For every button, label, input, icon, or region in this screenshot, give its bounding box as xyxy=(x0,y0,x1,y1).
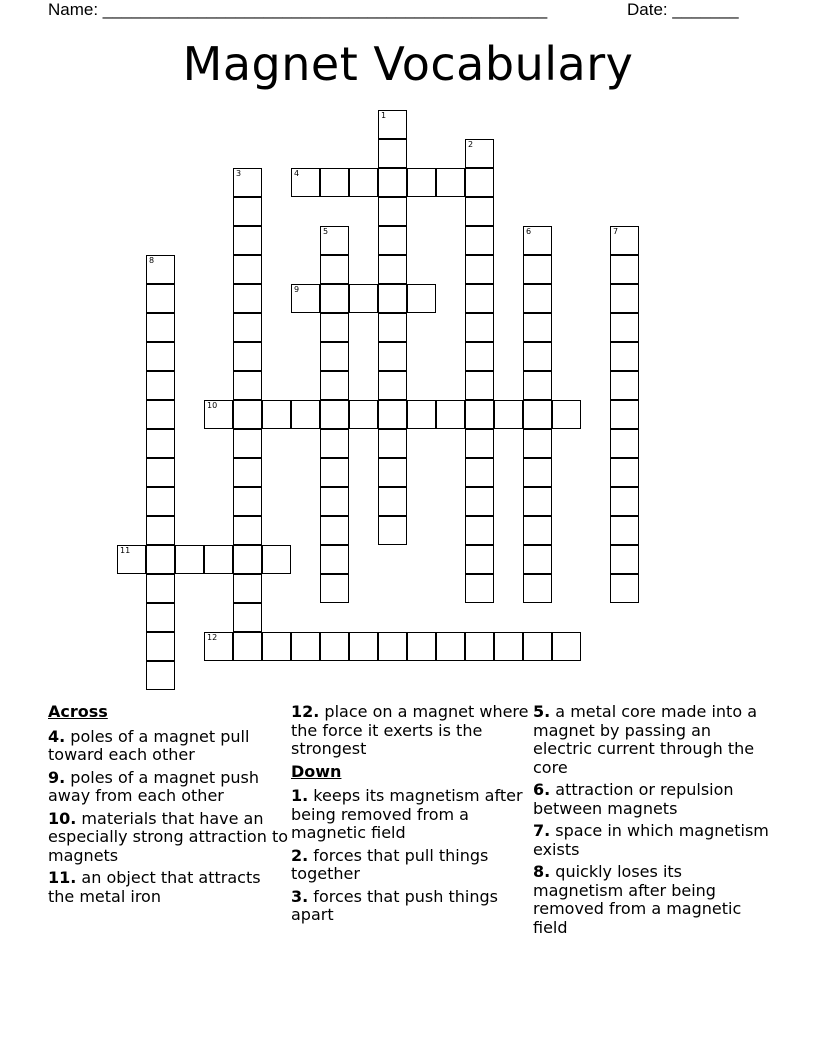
clue-text: forces that push things apart xyxy=(291,886,498,924)
crossword-cell[interactable] xyxy=(378,632,407,661)
crossword-cell[interactable] xyxy=(610,429,639,458)
clue-text: a metal core made into a magnet by passing an electric current through the core xyxy=(533,702,757,777)
crossword-cell[interactable] xyxy=(320,400,349,429)
crossword-cell[interactable] xyxy=(146,458,175,487)
crossword-cell[interactable] xyxy=(407,168,436,197)
clue-number-label: 1. xyxy=(291,786,309,805)
crossword-cell[interactable] xyxy=(523,255,552,284)
crossword-cell[interactable] xyxy=(465,197,494,226)
crossword-cell[interactable] xyxy=(494,632,523,661)
clue-number: 11 xyxy=(120,546,131,555)
crossword-cell[interactable] xyxy=(146,400,175,429)
crossword-cell[interactable] xyxy=(146,371,175,400)
clue-number-label: 2. xyxy=(291,845,309,865)
crossword-cell[interactable] xyxy=(320,429,349,458)
crossword-cell[interactable] xyxy=(320,487,349,516)
crossword-cell[interactable] xyxy=(204,400,233,429)
crossword-cell[interactable] xyxy=(262,400,291,429)
clue-item xyxy=(533,863,773,937)
crossword-cell[interactable] xyxy=(146,487,175,516)
crossword-cell[interactable] xyxy=(465,255,494,284)
clue-text: place on a magnet where the force it exerts is the strongest xyxy=(291,702,529,758)
clue-number: 10 xyxy=(207,401,218,410)
clue-number-label: 3. xyxy=(291,886,309,906)
clue-number: 4 xyxy=(294,169,300,178)
crossword-cell[interactable] xyxy=(378,110,407,139)
clue-number: 9 xyxy=(294,285,300,294)
crossword-cell[interactable] xyxy=(146,255,175,284)
crossword-cell[interactable] xyxy=(407,400,436,429)
clue-number-label: 5. xyxy=(533,702,551,721)
crossword-cell[interactable] xyxy=(320,226,349,255)
crossword-cell[interactable] xyxy=(146,313,175,342)
crossword-cell[interactable] xyxy=(349,632,378,661)
crossword-cell[interactable] xyxy=(523,545,552,574)
clue-number: 5 xyxy=(323,227,329,236)
crossword-cell[interactable] xyxy=(523,284,552,313)
crossword-cell[interactable] xyxy=(262,545,291,574)
crossword-cell[interactable] xyxy=(204,545,233,574)
crossword-cell[interactable] xyxy=(523,458,552,487)
clue-item xyxy=(48,869,288,906)
crossword-cell[interactable] xyxy=(233,226,262,255)
crossword-cell[interactable] xyxy=(523,400,552,429)
crossword-cell[interactable] xyxy=(465,545,494,574)
crossword-cell[interactable] xyxy=(378,371,407,400)
crossword-cell[interactable] xyxy=(378,313,407,342)
crossword-cell[interactable] xyxy=(523,313,552,342)
crossword-cell[interactable] xyxy=(407,284,436,313)
clue-item xyxy=(533,703,773,777)
crossword-cell[interactable] xyxy=(320,313,349,342)
clue-section-heading: Down xyxy=(291,761,342,781)
clues-column-across xyxy=(48,703,288,910)
crossword-cell[interactable] xyxy=(146,342,175,371)
crossword-cell[interactable] xyxy=(494,400,523,429)
crossword-cell[interactable] xyxy=(204,632,233,661)
clue-number-label: 8. xyxy=(533,862,551,881)
crossword-cell[interactable] xyxy=(465,574,494,603)
crossword-cell[interactable] xyxy=(233,632,262,661)
crossword-cell[interactable] xyxy=(233,603,262,632)
crossword-cell[interactable] xyxy=(610,574,639,603)
crossword-cell[interactable] xyxy=(465,168,494,197)
crossword-cell[interactable] xyxy=(233,197,262,226)
clue-text: poles of a magnet push away from each other xyxy=(48,767,260,805)
crossword-cell[interactable] xyxy=(146,574,175,603)
crossword-cell[interactable] xyxy=(233,458,262,487)
crossword-cell[interactable] xyxy=(465,400,494,429)
crossword-cell[interactable] xyxy=(349,400,378,429)
crossword-cell[interactable] xyxy=(523,574,552,603)
crossword-cell[interactable] xyxy=(465,487,494,516)
crossword-cell[interactable] xyxy=(610,313,639,342)
clue-item xyxy=(291,703,531,759)
crossword-cell[interactable] xyxy=(465,516,494,545)
crossword-cell[interactable] xyxy=(610,342,639,371)
crossword-cell[interactable] xyxy=(146,661,175,690)
crossword-cell[interactable] xyxy=(175,545,204,574)
crossword-cell[interactable] xyxy=(233,487,262,516)
crossword-cell[interactable] xyxy=(291,632,320,661)
crossword-cell[interactable] xyxy=(436,632,465,661)
crossword-cell[interactable] xyxy=(465,342,494,371)
crossword-cell[interactable] xyxy=(378,284,407,313)
clue-number: 2 xyxy=(468,140,474,149)
crossword-cell[interactable] xyxy=(320,255,349,284)
crossword-cell[interactable] xyxy=(465,429,494,458)
clue-item xyxy=(291,787,531,843)
crossword-cell[interactable] xyxy=(233,168,262,197)
crossword-cell[interactable] xyxy=(320,574,349,603)
clue-text: quickly loses its magnetism after being removed from a magnetic field xyxy=(533,862,742,937)
crossword-cell[interactable] xyxy=(233,545,262,574)
crossword-cell[interactable] xyxy=(552,632,581,661)
name-field: Name: _______________________________________________ xyxy=(48,0,548,19)
crossword-cell[interactable] xyxy=(465,284,494,313)
crossword-cell[interactable] xyxy=(378,139,407,168)
crossword-cell[interactable] xyxy=(233,429,262,458)
crossword-cell[interactable] xyxy=(610,458,639,487)
crossword-cell[interactable] xyxy=(146,603,175,632)
crossword-cell[interactable] xyxy=(320,168,349,197)
crossword-cell[interactable] xyxy=(146,284,175,313)
crossword-cell[interactable] xyxy=(523,487,552,516)
clue-item xyxy=(291,888,531,925)
crossword-cell[interactable] xyxy=(378,516,407,545)
crossword-cell[interactable] xyxy=(523,516,552,545)
clue-number-label: 6. xyxy=(533,780,551,799)
crossword-cell[interactable] xyxy=(233,516,262,545)
clues-column-right xyxy=(533,703,773,941)
crossword-cell[interactable] xyxy=(378,255,407,284)
clue-text: space in which magnetism exists xyxy=(533,821,769,859)
clue-text: attraction or repulsion between magnets xyxy=(533,780,734,818)
clue-section-heading: Across xyxy=(48,702,108,721)
crossword-cell[interactable] xyxy=(146,516,175,545)
crossword-cell[interactable] xyxy=(407,632,436,661)
clue-number: 12 xyxy=(207,633,218,642)
clues-column-middle xyxy=(291,703,531,929)
crossword-cell[interactable] xyxy=(117,545,146,574)
crossword-cell[interactable] xyxy=(320,516,349,545)
clue-text: an object that attracts the metal iron xyxy=(48,868,261,906)
clue-number-label: 7. xyxy=(533,821,551,840)
crossword-cell[interactable] xyxy=(378,458,407,487)
clue-text: keeps its magnetism after being removed from a magnetic field xyxy=(291,786,523,842)
crossword-cell[interactable] xyxy=(378,487,407,516)
crossword-cell[interactable] xyxy=(320,342,349,371)
clue-number-label: 9. xyxy=(48,767,66,787)
crossword-cell[interactable] xyxy=(465,458,494,487)
crossword-cell[interactable] xyxy=(610,400,639,429)
clue-number: 6 xyxy=(526,227,532,236)
crossword-cell[interactable] xyxy=(378,342,407,371)
crossword-cell[interactable] xyxy=(378,226,407,255)
crossword-cell[interactable] xyxy=(146,429,175,458)
crossword-cell[interactable] xyxy=(610,255,639,284)
clue-text: forces that pull things together xyxy=(291,845,489,883)
crossword-cell[interactable] xyxy=(233,371,262,400)
crossword-cell[interactable] xyxy=(610,487,639,516)
clue-number: 7 xyxy=(613,227,619,236)
clue-item xyxy=(48,769,288,806)
clue-number-label: 4. xyxy=(48,726,66,746)
clue-number-label: 10. xyxy=(48,808,77,828)
clue-number: 3 xyxy=(236,169,242,178)
crossword-cell[interactable] xyxy=(262,632,291,661)
clue-item xyxy=(533,822,773,859)
crossword-cell[interactable] xyxy=(349,168,378,197)
crossword-cell[interactable] xyxy=(233,342,262,371)
crossword-cell[interactable] xyxy=(465,371,494,400)
crossword-cell[interactable] xyxy=(436,168,465,197)
crossword-cell[interactable] xyxy=(378,400,407,429)
clue-number-label: 12. xyxy=(291,702,320,721)
crossword-cell[interactable] xyxy=(349,284,378,313)
crossword-cell[interactable] xyxy=(465,313,494,342)
crossword-cell[interactable] xyxy=(523,429,552,458)
date-field: Date: _______ xyxy=(627,0,739,19)
clue-text: poles of a magnet pull toward each other xyxy=(48,726,250,764)
crossword-cell[interactable] xyxy=(146,632,175,661)
crossword-cell[interactable] xyxy=(233,574,262,603)
crossword-cell[interactable] xyxy=(610,226,639,255)
crossword-cell[interactable] xyxy=(378,197,407,226)
crossword-cell[interactable] xyxy=(610,284,639,313)
crossword-cell[interactable] xyxy=(320,284,349,313)
crossword-cell[interactable] xyxy=(523,342,552,371)
crossword-cell[interactable] xyxy=(465,632,494,661)
crossword-cell[interactable] xyxy=(523,226,552,255)
crossword-cell[interactable] xyxy=(320,545,349,574)
crossword-cell[interactable] xyxy=(320,632,349,661)
clue-item xyxy=(533,781,773,818)
crossword-cell[interactable] xyxy=(523,371,552,400)
crossword-cell[interactable] xyxy=(233,313,262,342)
clue-item xyxy=(291,847,531,884)
crossword-cell[interactable] xyxy=(523,632,552,661)
crossword-cell[interactable] xyxy=(146,545,175,574)
clue-text: materials that have an especially strong attraction to magnets xyxy=(48,808,289,865)
crossword-cell[interactable] xyxy=(233,284,262,313)
clue-number: 1 xyxy=(381,111,387,120)
crossword-cell[interactable] xyxy=(291,168,320,197)
crossword-cell[interactable] xyxy=(465,139,494,168)
clue-item xyxy=(48,728,288,765)
clue-item xyxy=(48,810,288,866)
crossword-cell[interactable] xyxy=(320,458,349,487)
crossword-cell[interactable] xyxy=(291,400,320,429)
crossword-cell[interactable] xyxy=(378,168,407,197)
page-title: Magnet Vocabulary xyxy=(182,37,634,91)
crossword-cell[interactable] xyxy=(610,371,639,400)
crossword-cell[interactable] xyxy=(552,400,581,429)
clue-number-label: 11. xyxy=(48,868,77,887)
crossword-cell[interactable] xyxy=(320,371,349,400)
crossword-cell[interactable] xyxy=(465,226,494,255)
crossword-cell[interactable] xyxy=(610,516,639,545)
crossword-cell[interactable] xyxy=(436,400,465,429)
crossword-cell[interactable] xyxy=(291,284,320,313)
clue-number: 8 xyxy=(149,256,155,265)
crossword-cell[interactable] xyxy=(233,255,262,284)
crossword-cell[interactable] xyxy=(610,545,639,574)
crossword-cell[interactable] xyxy=(233,400,262,429)
crossword-cell[interactable] xyxy=(378,429,407,458)
